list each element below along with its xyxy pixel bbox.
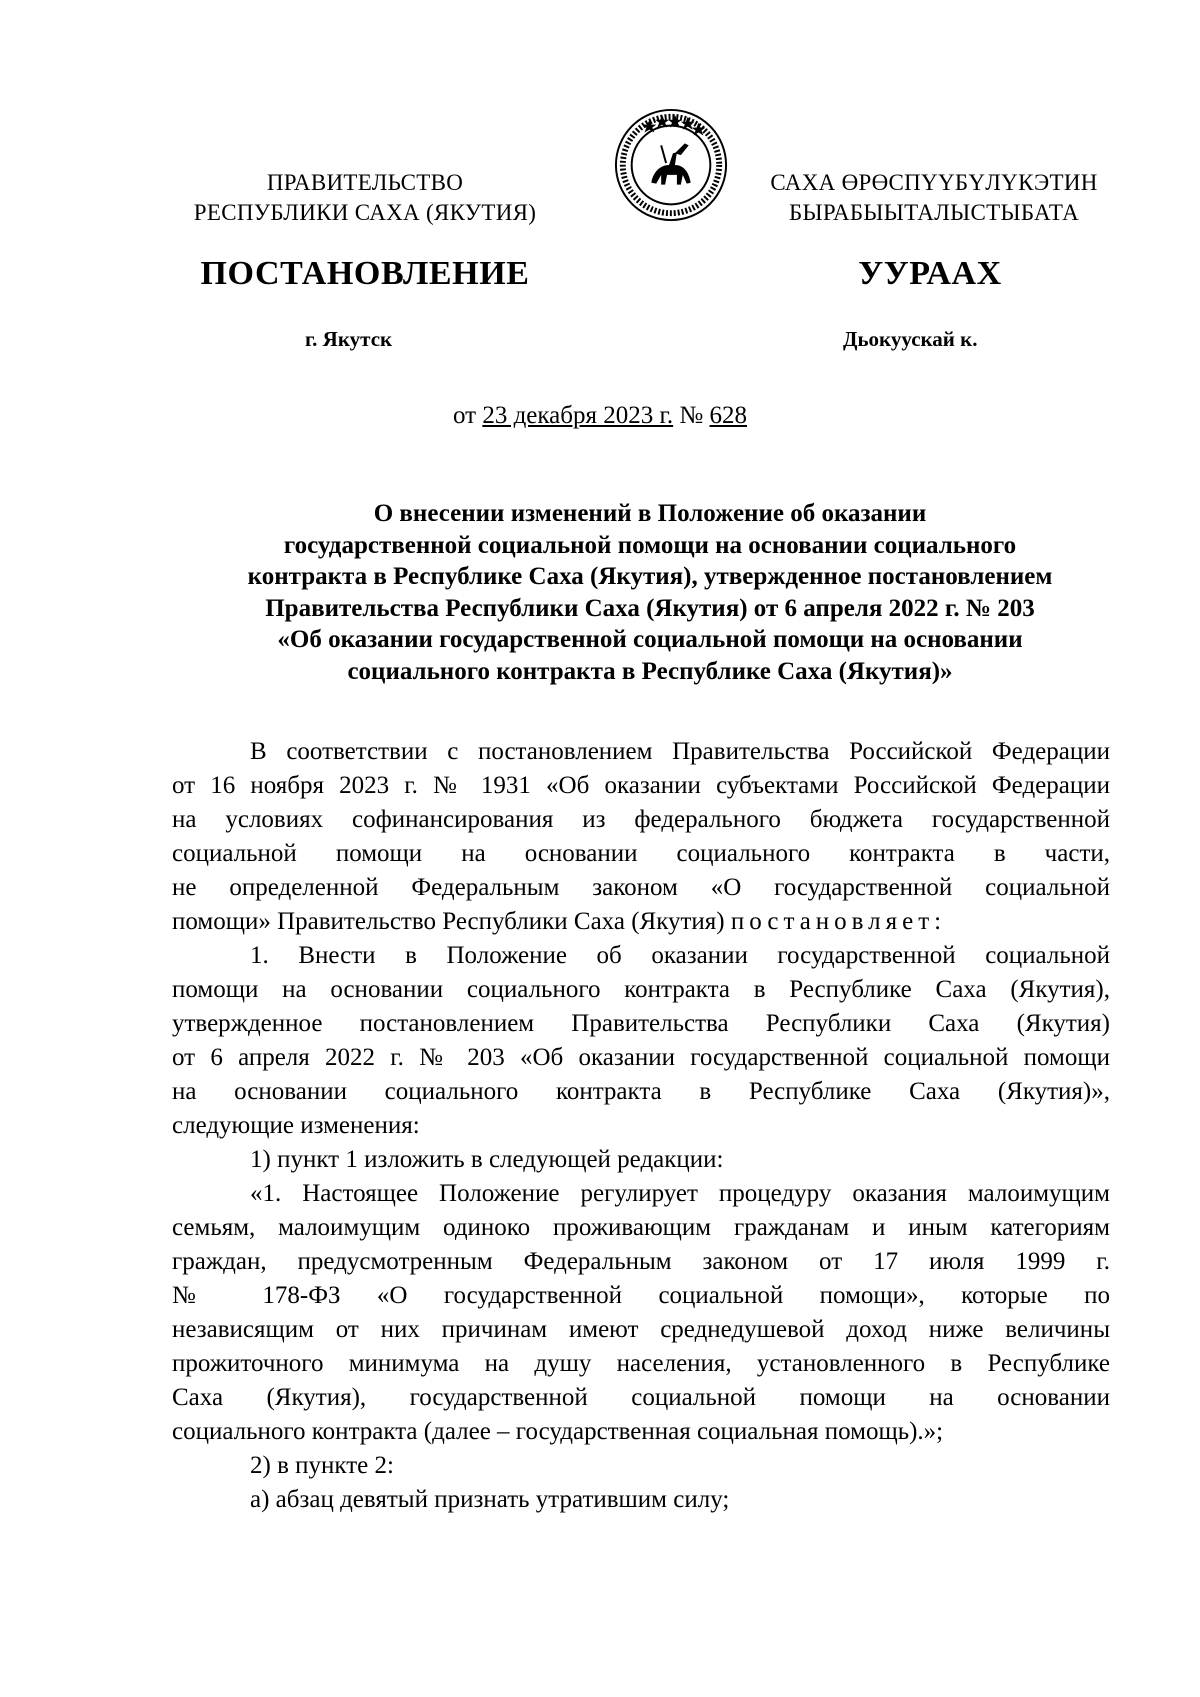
body-line: а) абзац девятый признать утратившим силу; (250, 1486, 730, 1513)
body-line: 1) пункт 1 изложить в следующей редакции: (250, 1146, 724, 1173)
body-line: В соответствии с постановлением Правительства Российской Федерации (250, 738, 1110, 765)
body-line: утвержденное постановлением Правительства Республики Саха (Якутия) (172, 1010, 1110, 1037)
body-line: № 178-ФЗ «О государственной социальной помощи», которые по (172, 1282, 1110, 1309)
document-date: 23 декабря 2023 г. (482, 402, 674, 429)
title-line: О внесении изменений в Положение об оказании (373, 500, 927, 527)
city-russian: г. Якутск (305, 327, 393, 351)
body-line: семьям, малоимущим одиноко проживающим гражданам и иным категориям (172, 1214, 1110, 1241)
body-line: прожиточного минимума на душу населения, установленного в Республике (172, 1350, 1110, 1377)
body-text: помощи» Правительство Республики Саха (Якутия) (172, 908, 731, 935)
body-line (172, 905, 1110, 939)
city-yakut: Дьокуускай к. (843, 327, 978, 351)
resolution-word: постановляет: (730, 908, 947, 935)
document-body (172, 735, 1110, 1517)
date-prefix: от (452, 402, 483, 429)
header-right (738, 168, 1130, 228)
body-line: 1. Внести в Положение об оказании государственной социальной (250, 942, 1110, 969)
header-left (165, 168, 565, 228)
title-line: «Об оказании государственной социальной помощи на основании (277, 626, 1023, 653)
coat-of-arms-emblem (612, 106, 730, 224)
body-line: не определенной Федеральным законом «О государственной социальной (172, 874, 1110, 901)
header-left-line-2: РЕСПУБЛИКИ САХА (ЯКУТИЯ) (193, 200, 537, 225)
body-line: граждан, предусмотренным Федеральным законом от 17 июля 1999 г. (172, 1248, 1110, 1275)
header-left-line-1: ПРАВИТЕЛЬСТВО (266, 170, 464, 195)
title-line: Правительства Республики Саха (Якутия) от 6 апреля 2022 г. № 203 (265, 594, 1035, 622)
body-line: следующие изменения: (172, 1112, 420, 1139)
header-right-line-2: БЫРАБЫЫТАЛЫСТЫБАТА (788, 200, 1080, 225)
body-line: Саха (Якутия), государственной социальной помощи на основании (172, 1384, 1110, 1411)
body-line: от 6 апреля 2022 г. № 203 «Об оказании государственной социальной помощи (172, 1044, 1110, 1071)
body-line: 2) в пункте 2: (250, 1452, 394, 1479)
body-line: от 16 ноября 2023 г. № 1931 «Об оказании субъектами Российской Федерации (172, 772, 1110, 799)
number-label: № (673, 402, 710, 429)
title-line: государственной социальной помощи на основании социального (283, 531, 1017, 559)
body-line: на основании социального контракта в Республике Саха (Якутия)», (172, 1078, 1110, 1105)
body-line: независящим от них причинам имеют среднедушевой доход ниже величины (172, 1316, 1110, 1343)
doc-type-russian: ПОСТАНОВЛЕНИЕ (200, 255, 530, 292)
body-line: «1. Настоящее Положение регулирует процедуру оказания малоимущим (250, 1180, 1110, 1207)
body-line: помощи на основании социального контракта в Республике Саха (Якутия), (172, 976, 1110, 1003)
body-line: социального контракта (далее – государственная социальная помощь).»; (172, 1418, 944, 1445)
doc-type-yakut: УУРААХ (858, 255, 1002, 292)
title-line: контракта в Республике Саха (Якутия), утвержденное постановлением (247, 563, 1053, 590)
header-right-line-1: САХА ӨРӨСПҮҮБҮЛҮКЭТИН (770, 170, 1098, 195)
title-line: социального контракта в Республике Саха (Якутия)» (347, 657, 953, 685)
document-date-number (0, 402, 1200, 430)
body-line: социальной помощи на основании социального контракта в части, (172, 840, 1110, 867)
document-title (170, 498, 1130, 687)
document-number: 628 (709, 402, 748, 429)
body-line: на условиях софинансирования из федерального бюджета государственной (172, 806, 1110, 833)
